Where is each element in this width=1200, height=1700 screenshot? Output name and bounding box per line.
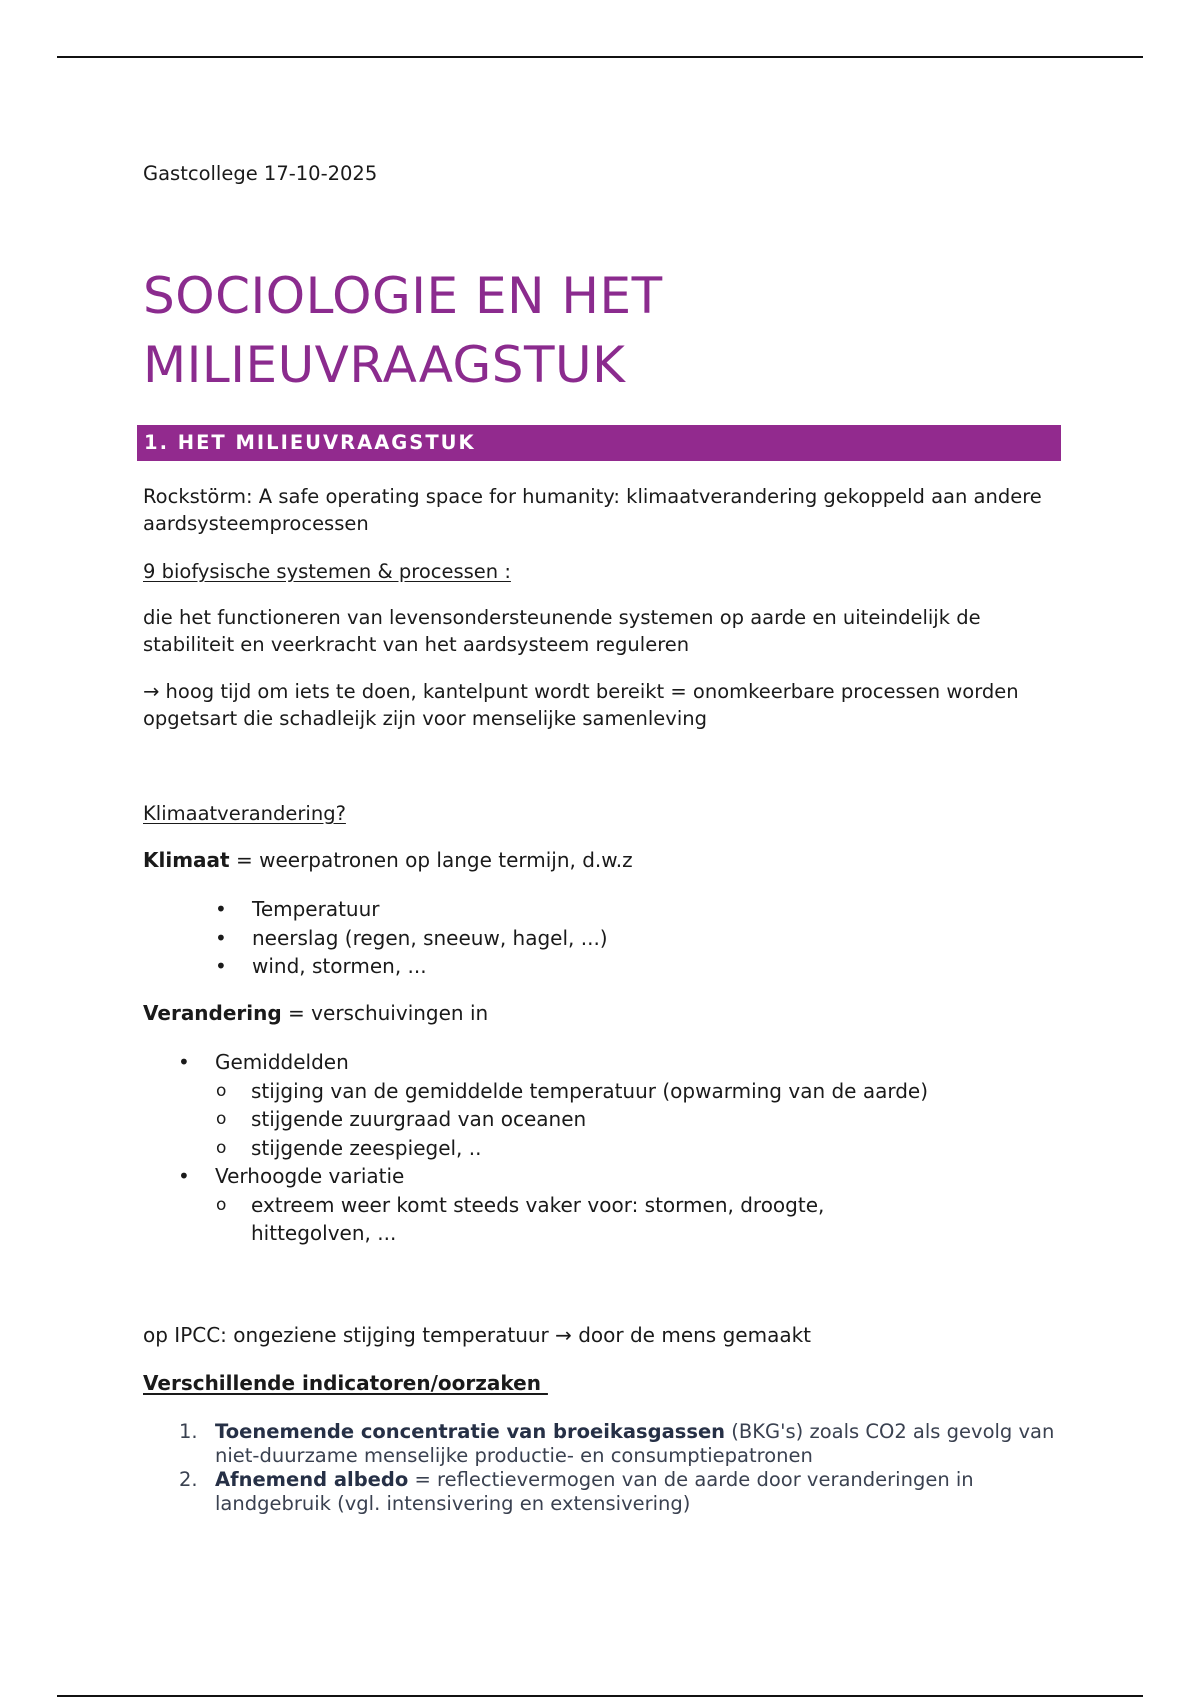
- urgency-paragraph: → hoog tijd om iets te doen, kantelpunt wordt bereikt = onomkeerbare processen worden opgetsart die schadleijk zijn voor menselijke samenleving: [143, 680, 1019, 730]
- verandering-def: = verschuivingen in: [281, 1001, 489, 1025]
- gemiddelden-sublist: [179, 1077, 1043, 1163]
- sub-list-item: o extreem weer komt steeds vaker voor: stormen, droogte, hittegolven, ...: [251, 1191, 891, 1248]
- systems-paragraph: die het functioneren van levensondersteunende systemen op aarde en uiteindelijk de stabiliteit en veerkracht van het aardsysteem reguleren: [143, 606, 981, 656]
- klimaat-list: [143, 895, 608, 981]
- list-item-variatie: [143, 1162, 1043, 1248]
- list-item: • neerslag (regen, sneeuw, hagel, ...): [143, 924, 608, 953]
- header-rule: [57, 56, 1143, 58]
- klimaat-term: Klimaat: [143, 848, 230, 872]
- document-title: [143, 262, 663, 400]
- ipcc-paragraph: op IPCC: ongeziene stijging temperatuur → door de mens gemaakt: [143, 1323, 811, 1347]
- verandering-definition: [143, 1000, 488, 1027]
- verandering-term: Verandering: [143, 1001, 282, 1025]
- variatie-label: Verhoogde variatie: [215, 1164, 405, 1188]
- klimaat-def: = weerpatronen op lange termijn, d.w.z: [229, 848, 633, 872]
- climate-question: Klimaatverandering?: [143, 802, 346, 825]
- list-item: • Temperatuur: [143, 895, 608, 924]
- indicators-heading: Verschillende indicatoren/oorzaken: [143, 1371, 548, 1395]
- item-text: (BKG's) zoals CO2 als gevolg van niet-duurzame menselijke productie- en consumptiepatronen: [215, 1420, 1055, 1467]
- rockstorm-paragraph: Rockstörm: A safe operating space for humanity: klimaatverandering gekoppeld aan andere aardsysteemprocessen: [143, 485, 1042, 535]
- indicators-list: [143, 1420, 1063, 1516]
- title-line-1: SOCIOLOGIE EN HET: [143, 267, 663, 325]
- section-heading: 1. HET MILIEUVRAAGSTUK: [137, 425, 1061, 461]
- item-bold: Afnemend albedo: [215, 1468, 409, 1491]
- verandering-list: [143, 1048, 1043, 1248]
- sub-list-item: o stijgende zuurgraad van oceanen: [251, 1105, 1043, 1134]
- item-bold: Toenemende concentratie van broeikasgassen: [215, 1420, 726, 1443]
- footer-rule: [57, 1695, 1143, 1697]
- list-item: • wind, stormen, ...: [143, 952, 608, 981]
- lecture-date: Gastcollege 17-10-2025: [143, 162, 378, 185]
- title-line-2: MILIEUVRAAGSTUK: [143, 336, 626, 394]
- list-item: [143, 1420, 1063, 1468]
- list-item-gemiddelden: [143, 1048, 1043, 1162]
- item-number: 2.: [179, 1468, 198, 1491]
- systems-heading: 9 biofysische systemen & processen :: [143, 560, 511, 583]
- gemiddelden-label: Gemiddelden: [215, 1050, 349, 1074]
- klimaat-definition: [143, 847, 633, 874]
- sub-list-item: o stijgende zeespiegel, ..: [251, 1134, 1043, 1163]
- sub-list-item: o stijging van de gemiddelde temperatuur (opwarming van de aarde): [251, 1077, 1043, 1106]
- list-item: [143, 1468, 1063, 1516]
- item-number: 1.: [179, 1420, 198, 1443]
- variatie-sublist: [179, 1191, 891, 1248]
- item-text: = reflectievermogen van de aarde door veranderingen in landgebruik (vgl. intensivering en extensivering): [215, 1468, 974, 1515]
